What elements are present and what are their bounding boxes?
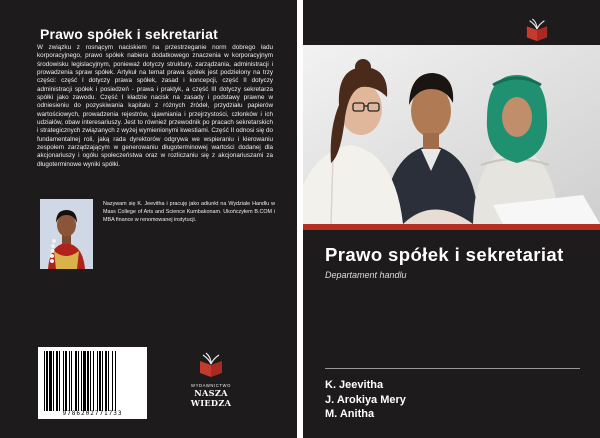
front-cover-subtitle: Departament handlu: [325, 270, 407, 280]
back-publisher-name: NASZA WIEDZA: [190, 388, 232, 408]
author-name: J. Arokiya Mery: [325, 393, 406, 406]
back-cover-blurb: W związku z rosnącym naciskiem na przestrzeganie norm dobrego ładu korporacyjnego, prawo spółek nabiera dodatkowego znaczenia w korporacyjnym środowisku legislacyjnym, ponieważ dotyczy struktury, zarządzania, administracji i prowadzenia spraw spółek. Artykuł na temat prawa spółek jest podzielony na trzy części: część I dotyczy prawa spółek, zasad i koncepcji, część II dotyczy administracji spółek i posiedzeń - prawa i praktyk, a część III dotyczy sekretarza spółki jako zawodu. Część I kładzie nacisk na zasady i podstawy prawne w odniesieniu do pozyskiwania kapitału z różnych źródeł, przydziału papierów wartościowych, prowadzenia rejestrów, ujawniania i przejrzystości, członków i ich udziałów, obaw interesariuszy. Jest to również przewodnik po pracach sekretarskich i strategicznych związanych z wyżej wymienionymi kwestiami. Część II odnosi się do fundamentalnej roli, jaką rada dyrektorów odgrywa we wspieraniu i kierowaniu zespołem zarządzającym w generowaniu długoterminowej wartości dodanej dla akcjonariuszy i ogółu społeczeństwa oraz w rozliczaniu się z akcjonariuszami za długoterminowe wyniki spółki.: [37, 44, 273, 168]
author-photo: [40, 199, 93, 269]
back-cover: [0, 0, 297, 438]
back-publisher-small: WYDAWNICTWO: [191, 383, 231, 388]
author-divider: [325, 368, 580, 369]
accent-bar: [303, 224, 600, 230]
back-publisher-logo: [173, 352, 249, 408]
back-cover-title: Prawo spółek i sekretariat: [40, 26, 218, 42]
front-cover-title: Prawo spółek i sekretariat: [325, 244, 564, 265]
author-name: M. Anitha: [325, 408, 375, 420]
book-logo-icon: [524, 18, 550, 42]
author-bio: Nazywam się K. Jeevitha i pracuję jako adiunkt na Wydziale Handlu w Mass College of Arts and Science Kumbakonam. Ukończyłem B.COM i MBA finance w renomowanej instytucji.: [103, 201, 275, 224]
book-logo-icon: [197, 352, 225, 378]
front-cover: [303, 0, 600, 438]
barcode: [38, 347, 147, 419]
cover-photo: [303, 45, 600, 224]
barcode-number: 9786202771733: [62, 410, 123, 417]
author-name: K. Jeevitha: [325, 379, 384, 391]
author-list: [325, 378, 406, 422]
